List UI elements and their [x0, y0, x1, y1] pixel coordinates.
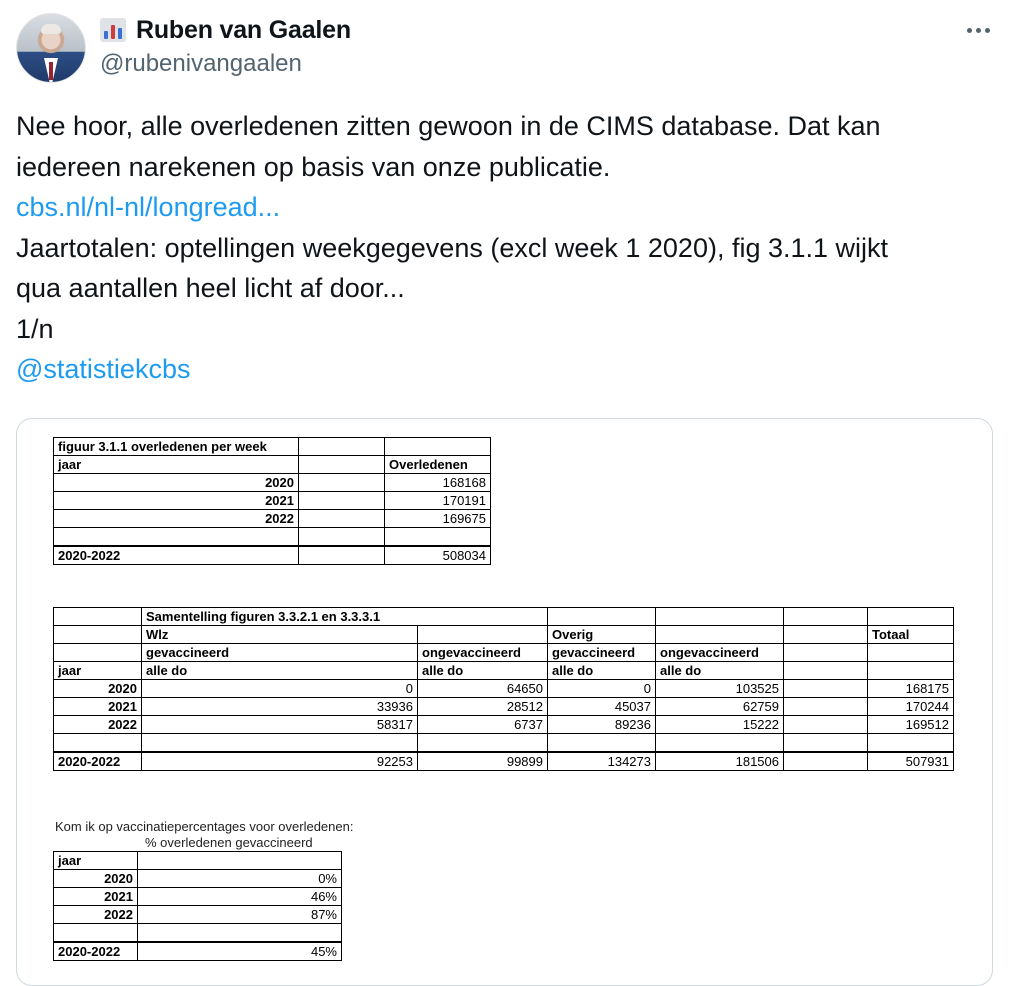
- table-row: 2021 170191: [54, 492, 491, 510]
- tweet-link[interactable]: cbs.nl/nl-nl/longread...: [16, 192, 281, 222]
- tweet-line: 1/n: [16, 313, 54, 344]
- table-row: 2022 87%: [54, 906, 342, 924]
- total-row: 2020-2022 92253 99899 134273 181506 507931: [54, 752, 954, 771]
- avatar-tie: [49, 62, 53, 80]
- total-header: Totaal: [868, 626, 954, 644]
- percentage-caption: Kom ik op vaccinatiepercentages voor overledenen:: [55, 819, 354, 834]
- table-row: 2020 0 64650 0 103525 168175: [54, 680, 954, 698]
- total-row: 2020-2022 508034: [54, 546, 491, 565]
- table-title: figuur 3.1.1 overledenen per week: [54, 438, 299, 456]
- total-row: 2020-2022 45%: [54, 942, 342, 961]
- table-row: 2022 58317 6737 89236 15222 169512: [54, 716, 954, 734]
- table-row: 2020 0%: [54, 870, 342, 888]
- author-display-name[interactable]: Ruben van Gaalen: [136, 15, 351, 44]
- tweet-line: Jaartotalen: optellingen weekgegevens (excl week 1 2020), fig 3.1.1 wijkt: [16, 232, 889, 263]
- tweet-line: qua aantallen heel licht af door...: [16, 273, 405, 303]
- more-options-icon[interactable]: [958, 14, 998, 46]
- author-name-row[interactable]: [100, 14, 351, 46]
- vaccination-summary-table: Samentelling figuren 3.3.2.1 en 3.3.3.1 Wlz Overig Totaal gevaccineerd ongevaccineerd gevaccineerd ongevaccineerd jaar alle do alle do alle do alle do 2020 0 64650 0 103525 168175 2021 33936 28512 45037 62759 170244 2022 58317 6737 89236 15222 169512 2020-2022 92253 99899 134273 181506 507931: [53, 607, 954, 771]
- group-header-wlz: Wlz: [142, 626, 418, 644]
- table-row: 2022 169675: [54, 510, 491, 528]
- vaccination-percentage-table: [53, 851, 342, 961]
- avatar-hair: [41, 24, 61, 34]
- table-row: 2021 46%: [54, 888, 342, 906]
- tweet-line: iedereen narekenen op basis van onze publicatie.: [16, 151, 611, 182]
- year-header: jaar: [54, 662, 142, 680]
- deaths-per-week-table: [53, 437, 491, 565]
- table-row: 2021 33936 28512 45037 62759 170244: [54, 698, 954, 716]
- year-header: jaar: [54, 852, 138, 870]
- author-avatar[interactable]: [16, 13, 86, 83]
- author-handle[interactable]: @rubenivangaalen: [100, 50, 302, 77]
- tweet-line: Nee hoor, alle overledenen zitten gewoon in de CIMS database. Dat kan: [16, 111, 881, 141]
- group-header-overig: Overig: [548, 626, 656, 644]
- tweet-text: [16, 106, 1006, 390]
- bar-chart-emoji-icon: [100, 18, 126, 42]
- tweet-image[interactable]: [16, 418, 993, 986]
- table-title: Samentelling figuren 3.3.2.1 en 3.3.3.1: [142, 608, 548, 626]
- table-row: 2020 168168: [54, 474, 491, 492]
- tweet-mention[interactable]: @statistiekcbs: [16, 354, 191, 384]
- deaths-header: Overledenen: [385, 456, 491, 474]
- percentage-subheader: % overledenen gevaccineerd: [145, 835, 313, 850]
- year-header: jaar: [54, 456, 299, 474]
